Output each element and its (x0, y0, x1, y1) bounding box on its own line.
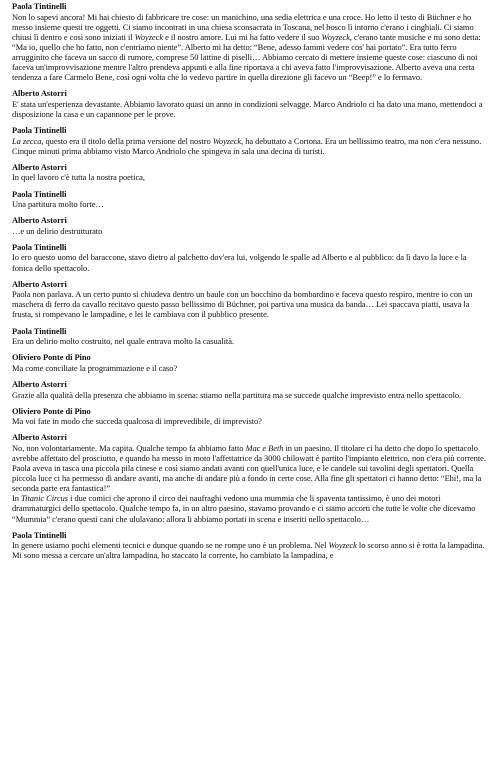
text-run: e il nostro amore. Lui mi ha fatto vedere il suo (163, 31, 322, 42)
speaker-name: Paola Tintinelli (12, 125, 67, 136)
speech-paragraph (12, 226, 486, 236)
speech-paragraph (12, 172, 486, 182)
italic-title: Woyzeck (321, 31, 350, 42)
speaker-name: Paola Tintinelli (12, 529, 67, 540)
text-run: Una partitura molto forte… (12, 199, 104, 210)
text-run: In genere usiamo pochi elementi tecnici e dunque quando se ne rompe uno è un problema. Nel (12, 540, 329, 551)
speech-paragraph (12, 493, 486, 523)
speech-paragraph (12, 99, 486, 119)
interview-turn (12, 88, 486, 119)
speaker-name: Alberto Astorri (12, 88, 67, 99)
speaker-name: Alberto Astorri (12, 278, 67, 289)
interview-turn (12, 242, 486, 273)
text-run: Era un delirio molto costruito, nel quale entrava molto la casualità. (12, 336, 234, 347)
speaker-name: Alberto Astorri (12, 378, 67, 389)
interview-turn (12, 432, 486, 523)
interview-turn (12, 406, 486, 427)
text-run: i due comici che aprono il circo dei naufraghi vedono una mummia che li spaventa tantissimo, è uno dei motori drammaturgici dello spettacolo. Qualche tempo fa, in un altro paesino, stavamo provando e ci siamo accorti che tutte le volte che dicevamo “Mummia” c'erano questi cani che ululavano: allora li abbiamo portati in scena e inseriti nello spettacolo… (12, 493, 476, 524)
speaker-name: Paola Tintinelli (12, 1, 67, 11)
text-run: , ha debuttato a Cortona. Era un bellissimo teatro, ma non c'era nessuno. Cinque minuti prima abbiamo visto Marco Andriolo che spingeva in sala una decina di turisti. (12, 135, 482, 156)
speech-paragraph (12, 199, 486, 209)
interview-turn (12, 279, 486, 320)
speaker-name: Alberto Astorri (12, 161, 67, 172)
speech-paragraph (12, 416, 486, 426)
interview-turn (12, 162, 486, 183)
interview-turn (12, 125, 486, 156)
text-run: Non lo sapevi ancora! Mi hai chiesto di fabbricare tre cose: un manichino, una sedia elettrica e una croce. Ho letto il testo di Büchner e ho messo insieme questi tre oggetti. Ci siamo incontrati in una chiesa sconsacrata in Toscana, nel bosco lì intorno c'erano i cinghiali. Ci siamo chiusi lì dentro e così sono iniziati il (12, 11, 474, 42)
text-run: …e un delirio destrutturato (12, 225, 103, 236)
speech-paragraph (12, 289, 486, 319)
interview-turn (12, 352, 486, 373)
interview-turn (12, 189, 486, 210)
italic-title: Titanic Circus (21, 493, 69, 504)
interview-turn (12, 1, 486, 82)
text-run: Ma voi fate in modo che succeda qualcosa di imprevedibile, di imprevisto? (12, 416, 262, 427)
text-run: In quel lavoro c'è tutta la nostra poetica, (12, 172, 145, 183)
text-run: Paola non parlava. A un certo punto si chiudeva dentro un baule con un bocchino da bombardino e faceva questo respiro, mentre io con un maschera di ferro da cavallo recitavo questo passo bellissimo di Büchner, poi partiva una musica da banda… Lei spaccava piatti, usava la frusta, si rompevano le lampadine, e lei le cambiava con il pubblico presente. (12, 289, 473, 320)
text-run: In (12, 493, 21, 504)
italic-title: Woyzeck (134, 31, 164, 42)
speech-paragraph (12, 540, 486, 560)
italic-title: La zecca (12, 135, 42, 146)
speaker-name: Paola Tintinelli (12, 241, 67, 252)
speaker-name: Alberto Astorri (12, 215, 67, 226)
text-run: Io ero questo uomo del baraccone, stavo dietro al palchetto dov'era lui, volgendo le spalle ad Alberto e al pubblico: da lì davo la luce e la fonica dello spettacolo. (12, 252, 467, 273)
speech-paragraph (12, 252, 486, 272)
speech-paragraph (12, 336, 486, 346)
speech-paragraph (12, 12, 486, 83)
italic-title: Mac e Beth (245, 442, 284, 453)
speech-paragraph (12, 443, 486, 493)
text-run: lo scorso anno si è rotta la lampadina. Mi sono messa a cercare un'altra lampadina, ho staccato la corrente, ho cambiato la lampadina, e (12, 540, 485, 561)
italic-title: Woyzeck (212, 135, 242, 146)
interview-turn (12, 215, 486, 236)
text-run: E' stata un'esperienza devastante. Abbiamo lavorato quasi un anno in condizioni selvagge. Marco Andriolo ci ha dato una mano, mettendoci a disposizione la casa e un capannone per le prove. (12, 98, 483, 119)
interview-turn (12, 530, 486, 561)
interview-turn (12, 379, 486, 400)
speech-paragraph (12, 136, 486, 156)
text-run: in un paesino. Il titolare ci ha detto che dopo lo spettacolo avrebbe affettato del prosciutto, e quando ha messo in moto l'affettatrice da 3000 chilowatt è partito l'impianto elettrico, non c'era più corrente. Paola aveva in tasca una piccola pila cinese e così siamo andati avanti con quell'unica luce, e le candele sui tavolini degli spettatori. Quella piccola luce ci ha permesso di andare avanti, ma anche di andare più a fondo in certe cose. Alla fine gli spettatori ci hanno detto: “Ehi!, ma la seconda parte era fantastica!” (12, 442, 486, 494)
italic-title: Woyzeck (328, 540, 357, 551)
speaker-name: Alberto Astorri (12, 432, 67, 443)
document-page (12, 1, 486, 566)
speaker-name: Oliviero Ponte di Pino (12, 405, 91, 416)
text-run: , c'erano tante musiche e mi sono detta: “Ma io, quello che ho fatto, non c'entriamo niente”. Alberto mi ha detto: “Bene, adesso fammi vedere cos' hai portato”. Era tutto ferro arrugginito che faceva un sacco di rumore, comprese 50 lattine di piselli… Abbiamo cercato di mettere insieme queste cose: ciascuno di noi faceva un'improvvisazione mentre l'altro prendeva appunti e alla fine riportava a chi aveva fatto l'improvvisazione. Alberto aveva una certa tendenza a fare Carmelo Bene, così ogni volta che lo vedevo partire in quella direzione gli facevo un “Beep!” e lo fermavo. (12, 31, 481, 83)
text-run: , questo era il titolo della prima versione del nostro (41, 135, 213, 146)
text-run: No, non volontariamente. Ma capita. Qualche tempo fa abbiamo fatto (12, 442, 246, 453)
text-run: Grazie alla qualità della presenza che abbiamo in scena: stiamo nella partitura ma se succede qualche imprevisto entra nello spettacolo. (12, 389, 462, 400)
interview-turn (12, 326, 486, 347)
speaker-name: Oliviero Ponte di Pino (12, 352, 91, 363)
speech-paragraph (12, 363, 486, 373)
text-run: Ma come conciliate la programmazione e il caso? (12, 362, 178, 373)
speaker-name: Paola Tintinelli (12, 325, 67, 336)
speaker-name: Paola Tintinelli (12, 188, 67, 199)
speech-paragraph (12, 390, 486, 400)
